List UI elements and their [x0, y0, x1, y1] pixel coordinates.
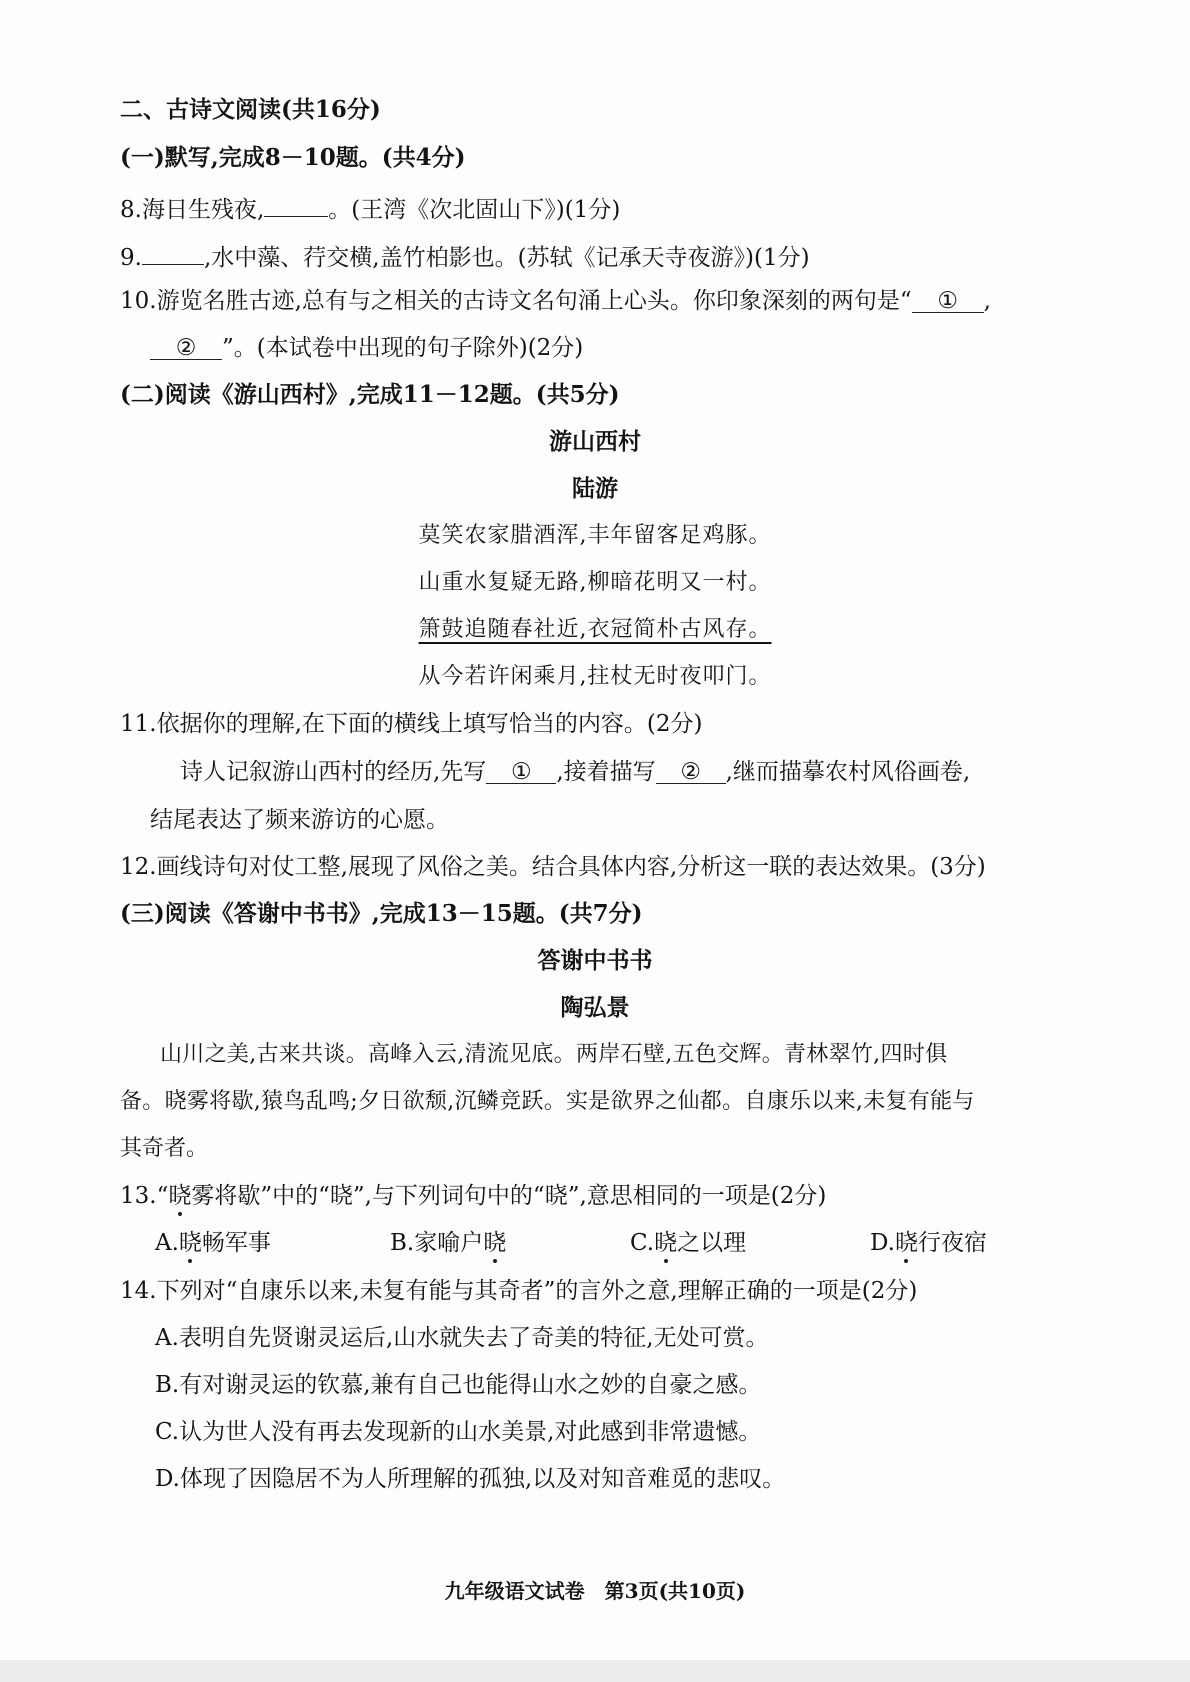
option-a[interactable]: A.晓畅军事 — [155, 1230, 271, 1256]
poem-line: 从今若许闲乘月,拄杖无时夜叩门。 — [418, 664, 772, 689]
essay-text: 其奇者。 — [120, 1136, 209, 1161]
question-11-fill: 诗人记叙游山西村的经历,先写 ① ,接着描写 ② ,继而描摹农村风俗画卷, — [180, 759, 971, 785]
answer-blank[interactable]: ① — [486, 757, 556, 784]
option-d[interactable]: D.体现了因隐居不为人所理解的孤独,以及对知音难觅的悲叹。 — [155, 1466, 786, 1492]
emphasis-dot-char: 晓 — [168, 1183, 192, 1209]
question-11: 11.依据你的理解,在下面的横线上填写恰当的内容。(2分) — [120, 711, 703, 737]
option-c[interactable]: C.认为世人没有再去发现新的山水美景,对此感到非常遗憾。 — [155, 1419, 762, 1445]
essay-text: 备。晓雾将歇,猿鸟乱鸣;夕日欲颓,沉鳞竞跃。实是欲界之仙都。自康乐以来,未复有能与 — [120, 1089, 975, 1114]
poem-title: 游山西村 — [549, 428, 641, 455]
option-b[interactable]: B.家喻户晓 — [390, 1230, 507, 1256]
option-d[interactable]: D.晓行夜宿 — [870, 1230, 987, 1256]
answer-blank[interactable]: ① — [912, 286, 984, 313]
question-9: 9. ,水中藻、荇交横,盖竹柏影也。(苏轼《记承天寺夜游》)(1分) — [120, 238, 810, 273]
essay-author: 陶弘景 — [560, 994, 630, 1021]
part3-title: (三)阅读《答谢中书书》,完成13－15题。(共7分) — [120, 900, 643, 927]
answer-blank[interactable]: ② — [656, 757, 726, 784]
question-11-end: 结尾表达了频来游访的心愿。 — [150, 807, 449, 833]
question-10-cont: ② ”。(本试卷中出现的句子除外)(2分) — [150, 333, 583, 363]
question-13: 13.“晓雾将歇”中的“晓”,与下列词句中的“晓”,意思相同的一项是(2分) — [120, 1183, 827, 1209]
part1-title: (一)默写,完成8－10题。(共4分) — [120, 144, 466, 171]
poem-line-underlined: 箫鼓追随春社近,衣冠简朴古风存。 — [418, 617, 772, 642]
bottom-edge — [0, 1660, 1190, 1682]
option-c[interactable]: C.晓之以理 — [630, 1230, 747, 1256]
poem-line: 莫笑农家腊酒浑,丰年留客足鸡豚。 — [418, 523, 772, 548]
part2-title: (二)阅读《游山西村》,完成11－12题。(共5分) — [120, 381, 620, 408]
poem-line: 山重水复疑无路,柳暗花明又一村。 — [418, 570, 772, 595]
poem-author: 陆游 — [572, 475, 618, 502]
question-10: 10.游览名胜古迹,总有与之相关的古诗文名句涌上心头。你印象深刻的两句是“ ① , — [120, 288, 991, 314]
option-b[interactable]: B.有对谢灵运的钦慕,兼有自己也能得山水之妙的自豪之感。 — [155, 1372, 762, 1398]
option-a[interactable]: A.表明自先贤谢灵运后,山水就失去了奇美的特征,无处可赏。 — [155, 1325, 769, 1351]
answer-blank[interactable]: ② — [150, 333, 222, 360]
question-14: 14.下列对“自康乐以来,未复有能与其奇者”的言外之意,理解正确的一项是(2分) — [120, 1278, 918, 1304]
essay-title: 答谢中书书 — [537, 947, 653, 974]
essay-text: 山川之美,古来共谈。高峰入云,清流见底。两岸石壁,五色交辉。青林翠竹,四时俱 — [160, 1042, 948, 1067]
page-footer: 九年级语文试卷 第3页(共10页) — [444, 1579, 746, 1603]
question-12: 12.画线诗句对仗工整,展现了风俗之美。结合具体内容,分析这一联的表达效果。(3分) — [120, 854, 986, 880]
section-title: 二、古诗文阅读(共16分) — [120, 96, 381, 123]
answer-blank[interactable] — [142, 238, 204, 265]
answer-blank[interactable] — [264, 190, 328, 217]
question-8: 8.海日生残夜, 。(王湾《次北固山下》)(1分) — [120, 190, 620, 225]
